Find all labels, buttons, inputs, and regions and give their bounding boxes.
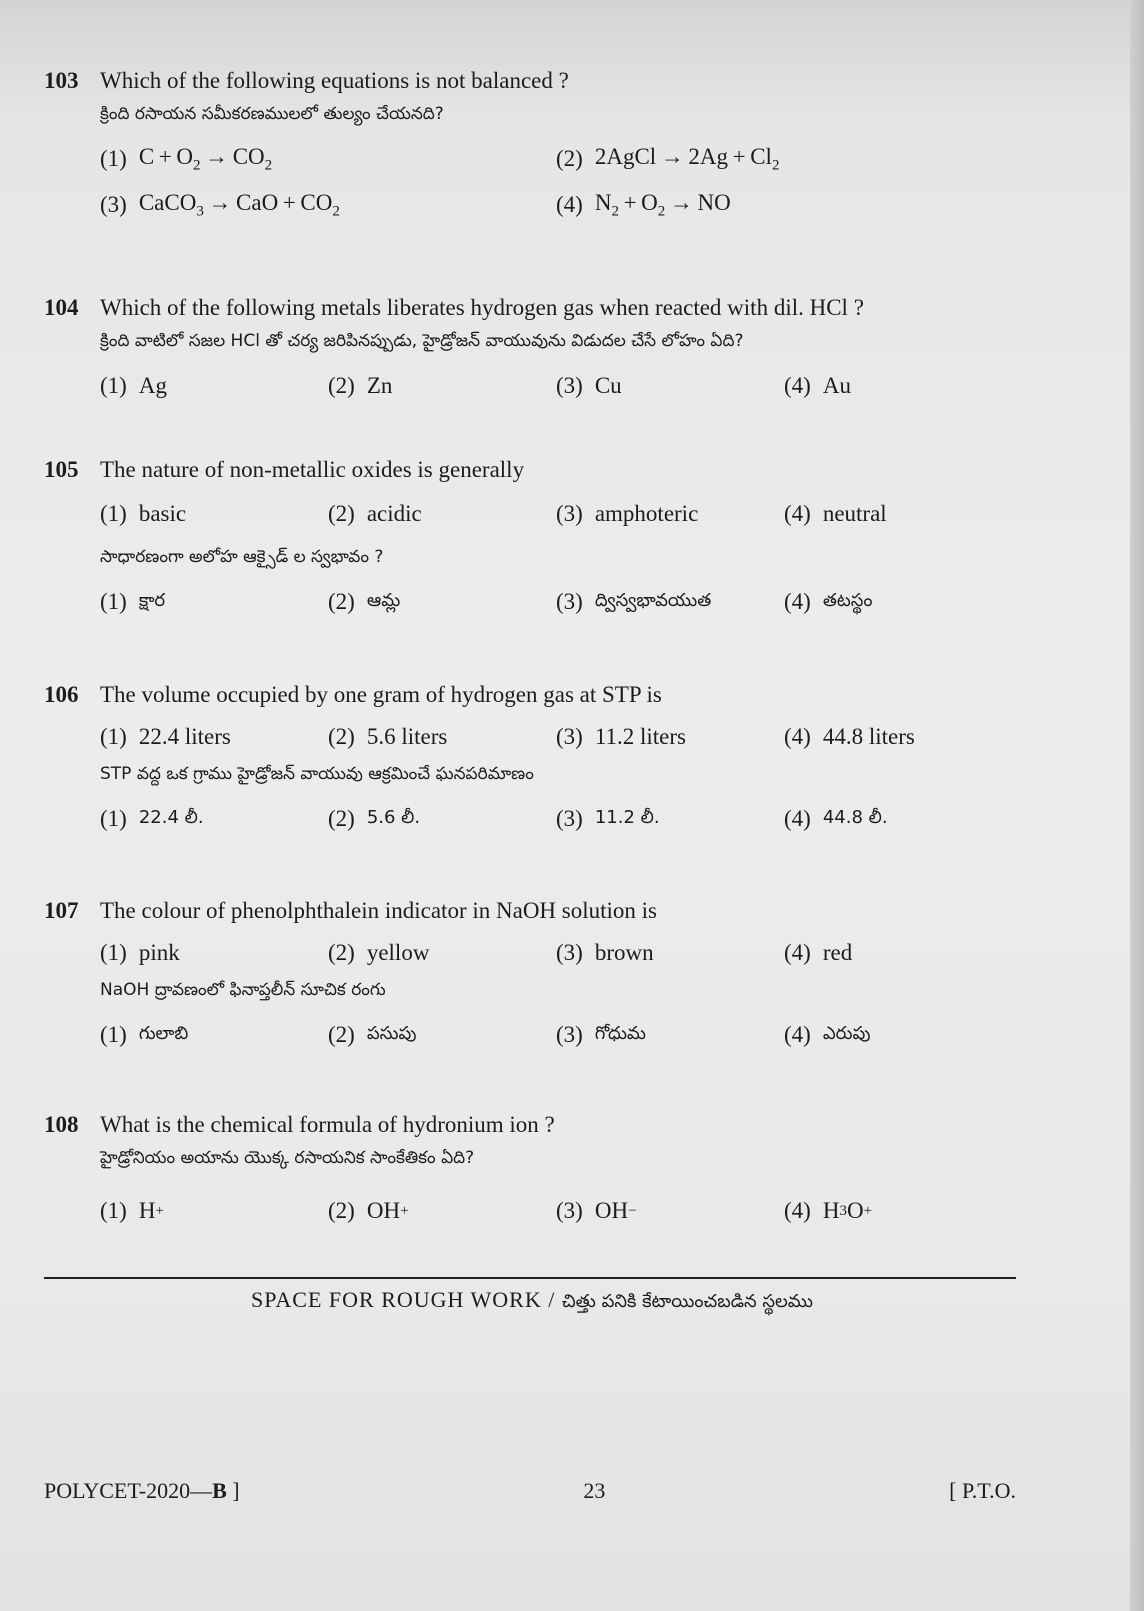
option-4: (4) 44.8 liters bbox=[784, 724, 915, 749]
question-text-telugu: NaOH ద్రావణంలో ఫినాప్తలీన్ సూచిక రంగు bbox=[100, 980, 386, 1000]
option-2: (2) పసుపు bbox=[328, 1022, 417, 1047]
question-text: Which of the following equations is not balanced ? bbox=[100, 68, 569, 93]
option-3: (3) 11.2 liters bbox=[556, 724, 686, 749]
option-1: (1) గులాబి bbox=[100, 1022, 189, 1047]
options-telugu bbox=[100, 796, 1044, 842]
option-2: (2) acidic bbox=[328, 501, 422, 526]
option-2: (2) ఆమ్ల bbox=[328, 589, 401, 614]
options bbox=[100, 136, 1044, 228]
exam-code: POLYCET-2020—B ] bbox=[44, 1478, 240, 1503]
options-telugu bbox=[100, 1012, 1044, 1058]
option-3: (3) brown bbox=[556, 940, 654, 965]
question-text-telugu: క్రింది వాటిలో సజల HCl తో చర్య జరిపినప్పుడు, హైడ్రోజన్ వాయువును విడుదల చేసే లోహం ఏది? bbox=[100, 331, 744, 351]
option-1: (1) pink bbox=[100, 940, 180, 965]
equation: $N_2 + O_2$ → NO bbox=[594, 189, 731, 220]
question-text: Which of the following metals liberates hydrogen gas when reacted with dil. HCl ? bbox=[100, 295, 864, 320]
option-1: (1) క్షార bbox=[100, 589, 166, 614]
question-number: 105 bbox=[44, 457, 79, 482]
options-english bbox=[100, 930, 1044, 976]
equation: CaCO$_3$ → CaO + $CO_2$ bbox=[138, 189, 340, 220]
option-1: (1) $C + O_2 \to CO_2$ bbox=[100, 143, 273, 174]
option-4: (4) ఎరుపు bbox=[784, 1022, 871, 1047]
divider bbox=[44, 1277, 1016, 1279]
option-3: (3) Cu bbox=[556, 373, 622, 398]
question-number: 104 bbox=[44, 295, 79, 320]
options-english bbox=[100, 714, 1044, 760]
question-text: The colour of phenolphthalein indicator in NaOH solution is bbox=[100, 898, 657, 923]
options bbox=[100, 1188, 1044, 1234]
question-text: The volume occupied by one gram of hydrogen gas at STP is bbox=[100, 682, 662, 707]
question-text-telugu: STP వద్ద ఒక గ్రాము హైడ్రోజన్ వాయువు ఆక్రమించే ఘనపరిమాణం bbox=[100, 764, 534, 784]
option-1: (1) Ag bbox=[100, 373, 167, 398]
option-4: (4) H 3 O + bbox=[784, 1198, 873, 1223]
option-2: (2) 2AgCl → $2Ag + Cl_2$ bbox=[556, 143, 780, 174]
page-number: 23 bbox=[583, 1478, 606, 1503]
question-number: 106 bbox=[44, 682, 79, 707]
question-number: 107 bbox=[44, 898, 79, 923]
option-2: (2) 5.6 లీ. bbox=[328, 806, 421, 831]
option-2: (2) Zn bbox=[328, 373, 393, 398]
question-108 bbox=[44, 1112, 1044, 1234]
option-3: (3) ద్విస్వభావయుత bbox=[556, 589, 712, 614]
option-4: (4) neutral bbox=[784, 501, 887, 526]
option-2: (2) 5.6 liters bbox=[328, 724, 448, 749]
option-3: (3) OH − bbox=[556, 1198, 637, 1223]
equation: 2AgCl → $2Ag + Cl_2$ bbox=[594, 143, 780, 174]
question-number: 108 bbox=[44, 1112, 79, 1137]
option-3: (3) CaCO$_3$ → CaO + $CO_2$ bbox=[100, 189, 340, 220]
options bbox=[100, 363, 1044, 409]
rough-work-label: SPACE FOR ROUGH WORK / చిత్తు పనికి కేటాయించబడిన స్థలము bbox=[250, 1287, 814, 1312]
question-text: The nature of non-metallic oxides is generally bbox=[100, 457, 525, 482]
question-103 bbox=[44, 68, 1044, 228]
option-3: (3) గోధుమ bbox=[556, 1022, 646, 1047]
option-4: (4) $N_2 + O_2$ → NO bbox=[556, 189, 731, 220]
page-edge bbox=[1130, 0, 1144, 1611]
pto-label: [ P.T.O. bbox=[949, 1478, 1016, 1503]
equation: $C + O_2 \to CO_2$ bbox=[138, 143, 273, 174]
option-4: (4) red bbox=[784, 940, 853, 965]
question-text-telugu: హైడ్రోనియం అయాను యొక్క రసాయనిక సాంకేతికం ఏది? bbox=[100, 1148, 475, 1168]
option-2: (2) yellow bbox=[328, 940, 430, 965]
question-text: What is the chemical formula of hydronium ion ? bbox=[100, 1112, 555, 1137]
question-text-telugu: క్రింది రసాయన సమీకరణములలో తుల్యం చేయనది? bbox=[100, 104, 444, 124]
question-106 bbox=[44, 682, 1044, 842]
option-1: (1) 22.4 liters bbox=[100, 724, 231, 749]
page-footer bbox=[44, 1478, 1016, 1504]
option-3: (3) amphoteric bbox=[556, 501, 699, 526]
option-2: (2) OH + bbox=[328, 1198, 409, 1223]
question-104 bbox=[44, 295, 1044, 409]
option-3: (3) 11.2 లీ. bbox=[556, 806, 660, 831]
options-telugu bbox=[100, 579, 1044, 625]
question-107 bbox=[44, 898, 1044, 1058]
question-105 bbox=[44, 457, 1044, 625]
options-english bbox=[100, 491, 1044, 537]
option-1: (1) basic bbox=[100, 501, 187, 526]
option-4: (4) తటస్థం bbox=[784, 589, 873, 614]
option-4: (4) Au bbox=[784, 373, 851, 398]
question-text-telugu: సాధారణంగా అలోహ ఆక్సైడ్ ల స్వభావం ? bbox=[100, 547, 384, 567]
question-number: 103 bbox=[44, 68, 79, 93]
option-1: (1) 22.4 లీ. bbox=[100, 806, 204, 831]
option-4: (4) 44.8 లీ. bbox=[784, 806, 888, 831]
option-1: (1) H + bbox=[100, 1198, 164, 1223]
